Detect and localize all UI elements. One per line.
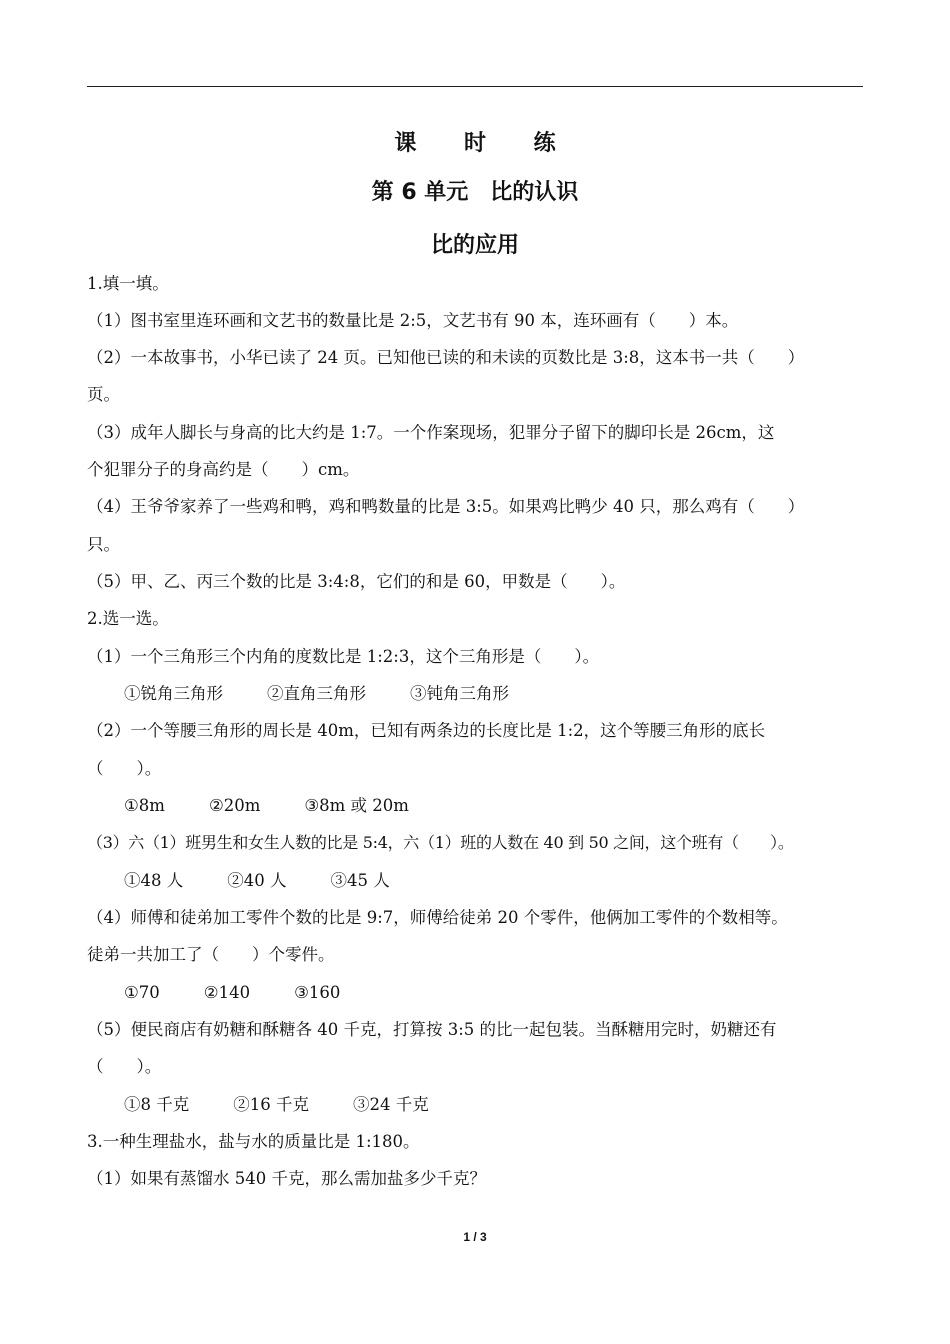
q2-item-5: （5）便民商店有奶糖和酥糖各 40 千克，打算按 3:5 的比一起包装。当酥糖用完时，奶糖还有 <box>87 1020 777 1039</box>
option: ③24 千克 <box>353 1095 429 1114</box>
option: ②16 千克 <box>233 1095 309 1114</box>
q1-item-4: （4）王爷爷家养了一些鸡和鸭，鸡和鸭数量的比是 3:5。如果鸡比鸭少 40 只，那么鸡有（ ） <box>87 497 805 516</box>
q3-item-1: （1）如果有蒸馏水 540 千克，那么需加盐多少千克？ <box>87 1169 486 1188</box>
q1-item-3: （3）成年人脚长与身高的比大约是 1:7。一个作案现场，犯罪分子留下的脚印长是 26cm，这 <box>87 423 775 442</box>
option: ②40 人 <box>227 871 287 890</box>
option: ①锐角三角形 <box>124 684 223 703</box>
q2-heading: 2.选一选。 <box>87 609 169 628</box>
q1-item-5: （5）甲、乙、丙三个数的比是 3:4:8，它们的和是 60，甲数是（ ）。 <box>87 572 626 591</box>
option: ③45 人 <box>330 871 390 890</box>
q2-item-2-cont: （ ）。 <box>87 759 162 778</box>
q1-item-4-cont: 只。 <box>87 535 120 554</box>
page-number: 1 / 3 <box>463 1230 487 1244</box>
q2-item-2: （2）一个等腰三角形的周长是 40m，已知有两条边的长度比是 1:2，这个等腰三角形的底长 <box>87 721 766 740</box>
q2-item-4-options <box>124 982 384 1004</box>
q2-item-4-cont: 徒弟一共加工了（ ）个零件。 <box>87 945 335 964</box>
unit-title: 第 6 单元 比的认识 <box>371 180 579 205</box>
q1-item-2-cont: 页。 <box>87 385 120 404</box>
q2-item-1: （1）一个三角形三个内角的度数比是 1:2:3，这个三角形是（ ）。 <box>87 647 600 666</box>
q2-item-2-options <box>124 795 453 817</box>
q2-item-3-options <box>124 870 434 892</box>
q1-item-1: （1）图书室里连环画和文艺书的数量比是 2:5，文艺书有 90 本，连环画有（ ）本。 <box>87 311 739 330</box>
option: ①70 <box>124 983 160 1002</box>
q2-item-1-options <box>124 683 553 705</box>
option: ①8m <box>124 796 165 815</box>
q2-item-5-options <box>124 1094 473 1116</box>
option: ①8 千克 <box>124 1095 190 1114</box>
option: ③160 <box>294 983 341 1002</box>
q1-item-3-cont: 个犯罪分子的身高约是（ ）cm。 <box>87 460 360 479</box>
q1-heading: 1.填一填。 <box>87 274 169 293</box>
option: ②20m <box>208 796 261 815</box>
lesson-title: 比的应用 <box>430 233 519 258</box>
header-rule <box>87 86 863 87</box>
q3-heading: 3.一种生理盐水，盐与水的质量比是 1:180。 <box>87 1132 420 1151</box>
option: ②140 <box>203 983 251 1002</box>
q1-item-2: （2）一本故事书，小华已读了 24 页。已知他已读的和未读的页数比是 3:8，这本书一共（ ） <box>87 348 805 367</box>
q2-item-3: （3）六（1）班男生和女生人数的比是 5:4，六（1）班的人数在 40 到 50 之间，这个班有（ ）。 <box>87 833 794 852</box>
q2-item-4: （4）师傅和徒弟加工零件个数的比是 9:7，师傅给徒弟 20 个零件，他俩加工零件的个数相等。 <box>87 908 788 927</box>
option: ②直角三角形 <box>267 684 366 703</box>
q2-item-5-cont: （ ）。 <box>87 1057 162 1076</box>
option: ①48 人 <box>124 871 184 890</box>
option: ③钝角三角形 <box>410 684 509 703</box>
option: ③8m 或 20m <box>304 796 409 815</box>
page-title: 课 时 练 <box>394 131 576 156</box>
